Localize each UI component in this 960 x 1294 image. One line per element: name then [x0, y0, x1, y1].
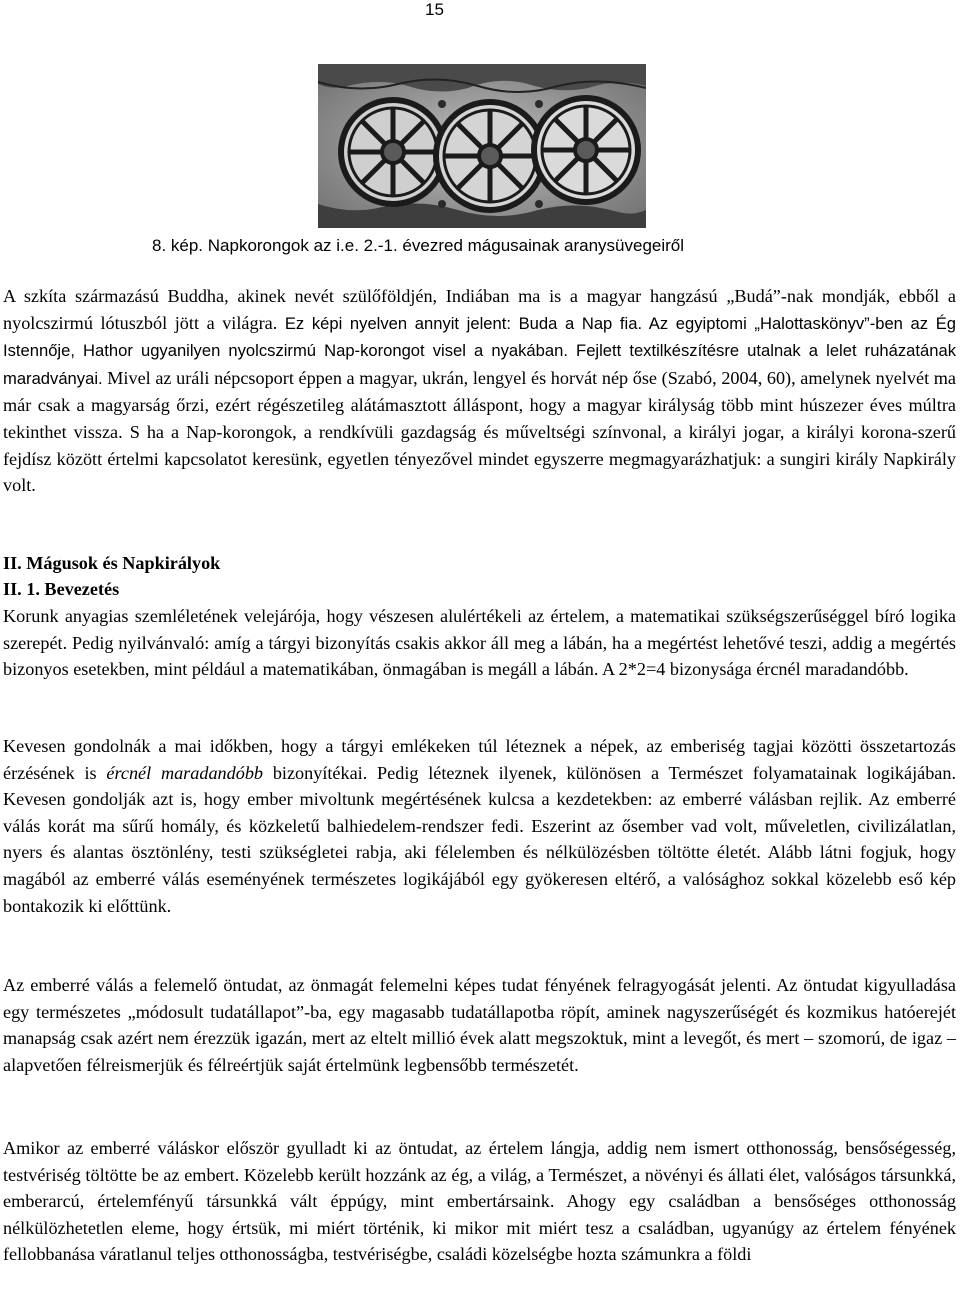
paragraph-3	[3, 733, 956, 919]
paragraph-1	[3, 283, 956, 499]
wheel-1	[341, 100, 445, 204]
paragraph-2-part-2: Pedig nyilvánvaló: amíg a tárgyi bizonyítás csakis akkor áll meg a lábán, ha a megértést lehetővé teszi, addig a megértés bizonyos esetekben, mint például a matematikában, önmagában is megáll a lábán. A 2*2=4 bizonysága ércnél maradandóbb.	[3, 632, 956, 680]
paragraph-4: Az emberré válás a felemelő öntudat, az önmagát felemelni képes tudat fényének felragyogását jelenti. Az öntudat kigyulladása egy természetes „módosult tudatállapot”-ba, egy magasabb tudatállapotba röpít, aminek nagyszerűségét és kozmikus hatóerejét manapság csak azért nem érezzük igazán, mert az eltelt millió évek alatt megszoktuk, mint a levegőt, és mert – szomorú, de igaz – alapvetően félreismerjük és félreértjük saját értelmünk legbensőbb természetét.	[3, 975, 956, 1075]
wheel-3	[534, 98, 638, 202]
paragraph-2-part-1: Korunk anyagias szemléletének velejárója, hogy vészesen alulértékeli az értelem, a matematikai szükségszerűséggel bíró logika szerepét.	[3, 606, 956, 653]
subsection-heading: II. 1. Bevezetés	[3, 579, 120, 599]
sun-disc-photo	[318, 64, 646, 228]
paragraph-5: Amikor az emberré váláskor először gyulladt ki az öntudat, az értelem lángja, addig nem ismert otthonosság, bensőségesség, testvériség töltötte be az embert. Közelebb került hozzánk az ég, a világ, a Természet, a növényi és állati élet, valóságos társunkká, emberarcú, értelemfényű társunkká vált éppúgy, mint embertársaink. Ahogy egy családban a bensőséges otthonosság nélkülözhetetlen eleme, hogy értsük, mi miért történik, ki mikor mit miért tesz a családban, ugyanúgy az értelem fényének fellobbanása váratlanul teljes otthonosságba, testvériségbe, családi közelségbe hozta számunkra a földi	[3, 1138, 956, 1265]
figure-caption: 8. kép. Napkorongok az i.e. 2.-1. évezred mágusainak aranysüvegeiről	[152, 236, 685, 255]
wheel-2	[436, 102, 544, 210]
sun-disc-figure	[318, 64, 646, 228]
page-number: 15	[425, 0, 444, 19]
paragraph-1-part-1: A szkíta származású Buddha, akinek nevét szülőföldjén, Indiában ma is a magyar hangzású „Budá”-nak mondják, ebből a nyolcszirmú lótuszból jött a világra.	[3, 286, 956, 333]
section-heading: II. Mágusok és Napkirályok	[3, 553, 221, 573]
paragraph-1-part-2: Ez képi nyelven annyit jelent: Buda a Nap fia. Az egyiptomi „Halottaskönyv”-ben az Ég Istennője, Hathor ugyanilyen nyolcszirmú Nap-korongot visel a nyakában. Fejlett textilkészítésre utalnak a lelet ruházatának maradványai.	[3, 313, 957, 388]
paragraph-3-italic: ércnél maradandóbb	[106, 762, 264, 783]
paragraph-1-part-4: S ha a Nap-korongok, a rendkívüli gazdagság és műveltségi színvonal, a királyi jogar, a királyi korona-szerű fejdísz között értelmi kapcsolatot keresünk, egyetlen tényezővel mindet egyszerre megmagyarázhatjuk: a sungiri király Napkirály volt.	[3, 421, 956, 496]
paragraph-1-part-3: Mivel az uráli népcsoport éppen a magyar, ukrán, lengyel és horvát nép őse (Szabó, 2004, 60), amelynek nyelvét ma már csak a magyarság őrzi, ezért régészetileg alátámasztott álláspont, hogy a magyar királyság több mint húszezer éves múltra tekinthet vissza.	[3, 367, 956, 442]
paragraph-3-part-2: bizonyítékai. Pedig léteznek ilyenek, különösen a Természet folyamatainak logikájában. Kevesen gondolják azt is, hogy ember mivoltunk megértésének kulcsa a kezdetekben: az emberré válásban rejlik. Az emberré válás korát ma sűrű homály, és közkeletű balhiedelem-rendszer fedi. Eszerint az ősember vad volt, műveletlen, civilizálatlan, nyers és alantas ösztönlény, testi szükségletei rabja, aki félelemben és nélkülözésben töltötte életét. Alább látni fogjuk, hogy magából az emberré válás eseményének természetes logikájából egy gyökeresen eltérő, a valósághoz sokkal közelebb eső kép bontakozik ki előttünk.	[3, 762, 957, 916]
paragraph-2	[3, 603, 956, 683]
paragraph-3-part-1: Kevesen gondolnák a mai időkben, hogy a tárgyi emlékeken túl léteznek a népek, az emberiség tagjai közötti összetartozás érzésének is	[3, 736, 956, 783]
